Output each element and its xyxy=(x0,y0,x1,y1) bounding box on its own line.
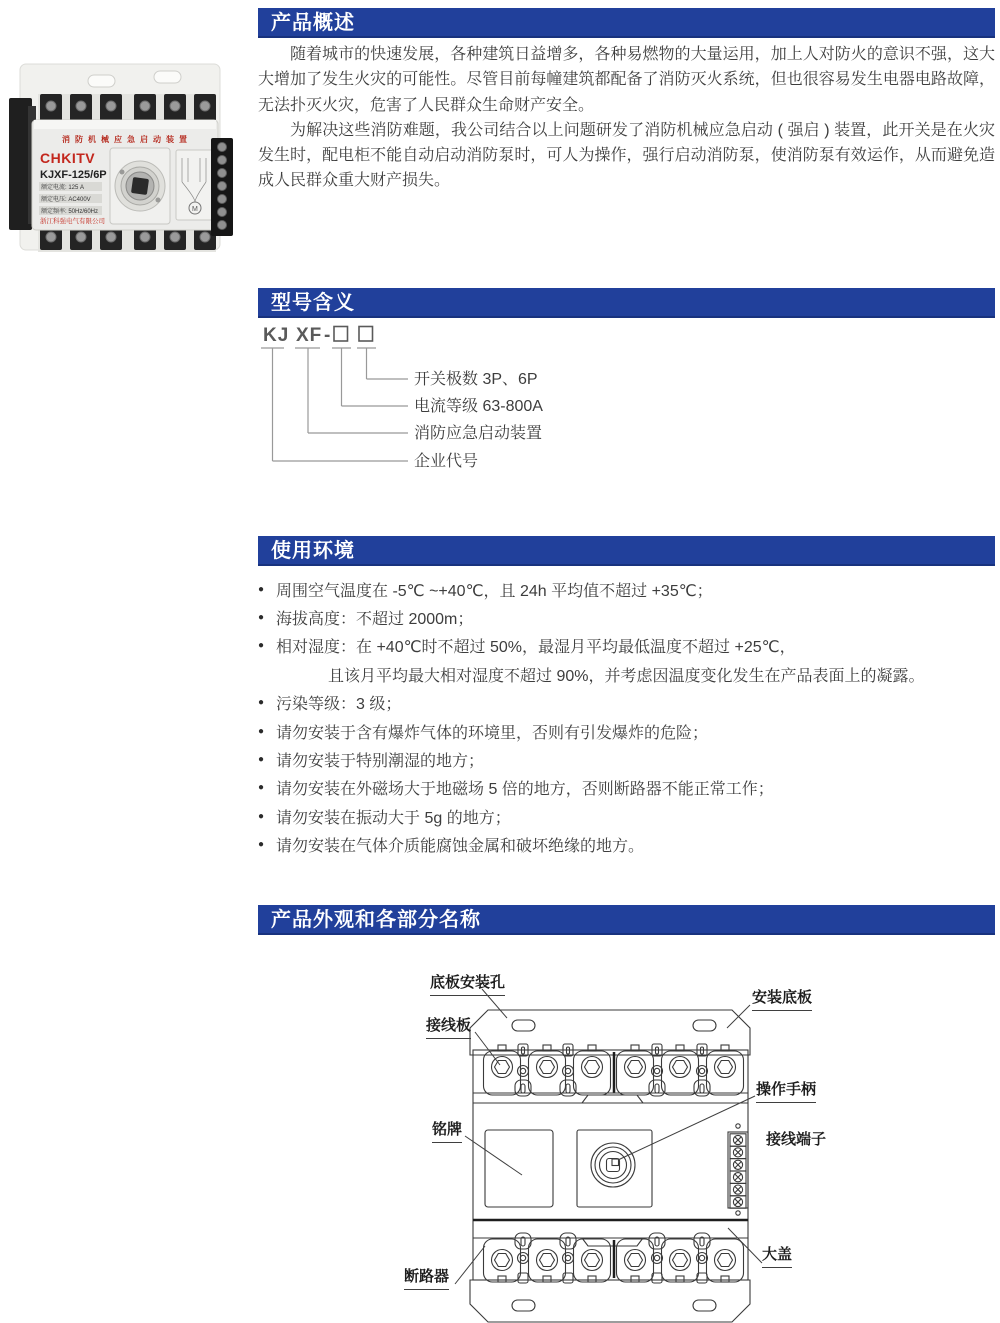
section-header-environment xyxy=(258,536,995,566)
photo-motor-mark: M xyxy=(192,206,198,213)
label-terminal-board: 接线板 xyxy=(426,1014,471,1039)
label-cover: 大盖 xyxy=(762,1243,792,1268)
label-mounting-hole: 底板安装孔 xyxy=(430,971,505,996)
drawing-top-terminal-band xyxy=(473,1044,748,1103)
bullet-icon: ● xyxy=(258,697,265,709)
photo-spec-current: 额定电流: 125 A xyxy=(41,185,85,191)
model-label-current: 电流等级 63-800A xyxy=(414,398,543,415)
label-handle: 操作手柄 xyxy=(756,1078,816,1103)
label-nameplate: 铭牌 xyxy=(432,1118,462,1143)
model-label-poles: 开关极数 3P、6P xyxy=(414,371,538,388)
env-item: ● 请勿安装在外磁场大于地磁场 5 倍的地方，否则断路器不能正常工作； xyxy=(258,781,774,799)
drawing-bottom-plate xyxy=(470,1280,750,1322)
label-breaker: 断路器 xyxy=(404,1265,449,1290)
drawing-terminal-strip xyxy=(728,1124,748,1215)
model-box-1 xyxy=(334,327,348,342)
section-title: 使用环境 xyxy=(271,540,355,562)
model-box-2 xyxy=(359,327,373,342)
section-header-model xyxy=(258,288,995,318)
model-code-dash: - xyxy=(324,325,332,346)
drawing-bottom-terminal-band xyxy=(473,1233,748,1283)
overview-paragraph-2: 为解决这些消防难题，我公司结合以上问题研发了消防机械应急启动 ( 强启 ) 装置，此开关是在火灾发生时，配电柜不能自动启动消防泵时，可人为操作，强行启动消防泵，使消防泵有效运作，从而避免造成人民群众重大财产损失。 xyxy=(258,121,995,190)
bullet-icon: ● xyxy=(258,725,265,737)
drawing-handle xyxy=(577,1130,652,1207)
photo-panel-title: 消防机械应急启动装置 xyxy=(62,135,192,144)
env-item: ● 周围空气温度在 -5℃ ~+40℃，且 24h 平均值不超过 +35℃； xyxy=(258,582,713,600)
product-photo-art xyxy=(4,22,236,260)
model-meaning-diagram xyxy=(258,322,698,480)
section-title: 型号含义 xyxy=(271,292,355,314)
section-title: 产品概述 xyxy=(271,12,355,34)
photo-model: KJXF-125/6P xyxy=(40,169,107,181)
bullet-icon: ● xyxy=(258,810,265,822)
bullet-icon: ● xyxy=(258,640,265,652)
env-item-continuation: 且该月平均最大相对湿度不超过 90%，并考虑因温度变化发生在产品表面上的凝露。 xyxy=(328,667,925,685)
drawing-mount-hole-right xyxy=(693,1020,716,1031)
label-terminals: 接线端子 xyxy=(766,1131,827,1148)
section-title: 产品外观和各部分名称 xyxy=(271,909,481,931)
photo-brand: CHKITV xyxy=(40,150,96,166)
photo-company: 浙江科强电气有限公司 xyxy=(40,218,105,225)
env-item: ● 请勿安装于含有爆炸气体的环境里，否则有引发爆炸的危险； xyxy=(258,724,709,742)
env-item: ● 请勿安装于特别潮湿的地方； xyxy=(258,753,485,771)
env-item: ● 污染等级：3 级； xyxy=(258,696,402,714)
env-item: ● 相对湿度：在 +40℃时不超过 50%，最湿月平均最低温度不超过 +25℃， xyxy=(258,639,796,657)
photo-terminal-strip xyxy=(211,138,233,236)
bullet-icon: ● xyxy=(258,612,265,624)
photo-handle xyxy=(110,148,170,224)
overview-text xyxy=(258,42,995,194)
overview-paragraph-1: 随着城市的快速发展，各种建筑日益增多，各种易燃物的大量运用，加上人对防火的意识不强，这大大增加了发生火灾的可能性。尽管目前每幢建筑都配备了消防灭火系统，但也很容易发生电器电路故障，无法扑灭火灾，危害了人民群众生命财产安全。 xyxy=(258,46,995,114)
bullet-icon: ● xyxy=(258,839,265,851)
section-header-overview xyxy=(258,8,995,38)
section-header-appearance xyxy=(258,905,995,935)
model-code-xf: XF xyxy=(296,325,323,346)
photo-spec-voltage: 额定电压: AC400V xyxy=(41,197,91,203)
label-mounting-plate: 安装底板 xyxy=(752,986,812,1011)
bullet-icon: ● xyxy=(258,782,265,794)
drawing-nameplate xyxy=(485,1130,553,1207)
photo-spec-frequency: 额定频率: 50Hz/60Hz xyxy=(41,209,99,215)
model-label-device: 消防应急启动装置 xyxy=(414,425,543,442)
bullet-icon: ● xyxy=(258,583,265,595)
env-item: ● 请勿安装在气体介质能腐蚀金属和破坏绝缘的地方。 xyxy=(258,838,645,856)
leader-lines xyxy=(455,989,762,1284)
env-item: ● 请勿安装在振动大于 5g 的地方； xyxy=(258,809,511,827)
bullet-icon: ● xyxy=(258,754,265,766)
model-label-company: 企业代号 xyxy=(414,453,479,470)
drawing-top-plate xyxy=(470,1010,750,1055)
model-code-kj: KJ xyxy=(263,325,290,346)
env-item: ● 海拔高度：不超过 2000m； xyxy=(258,611,474,629)
environment-list xyxy=(258,575,995,859)
product-photo xyxy=(4,22,236,260)
photo-wiring-panel xyxy=(176,150,214,220)
drawing-mount-hole-left xyxy=(512,1020,535,1031)
